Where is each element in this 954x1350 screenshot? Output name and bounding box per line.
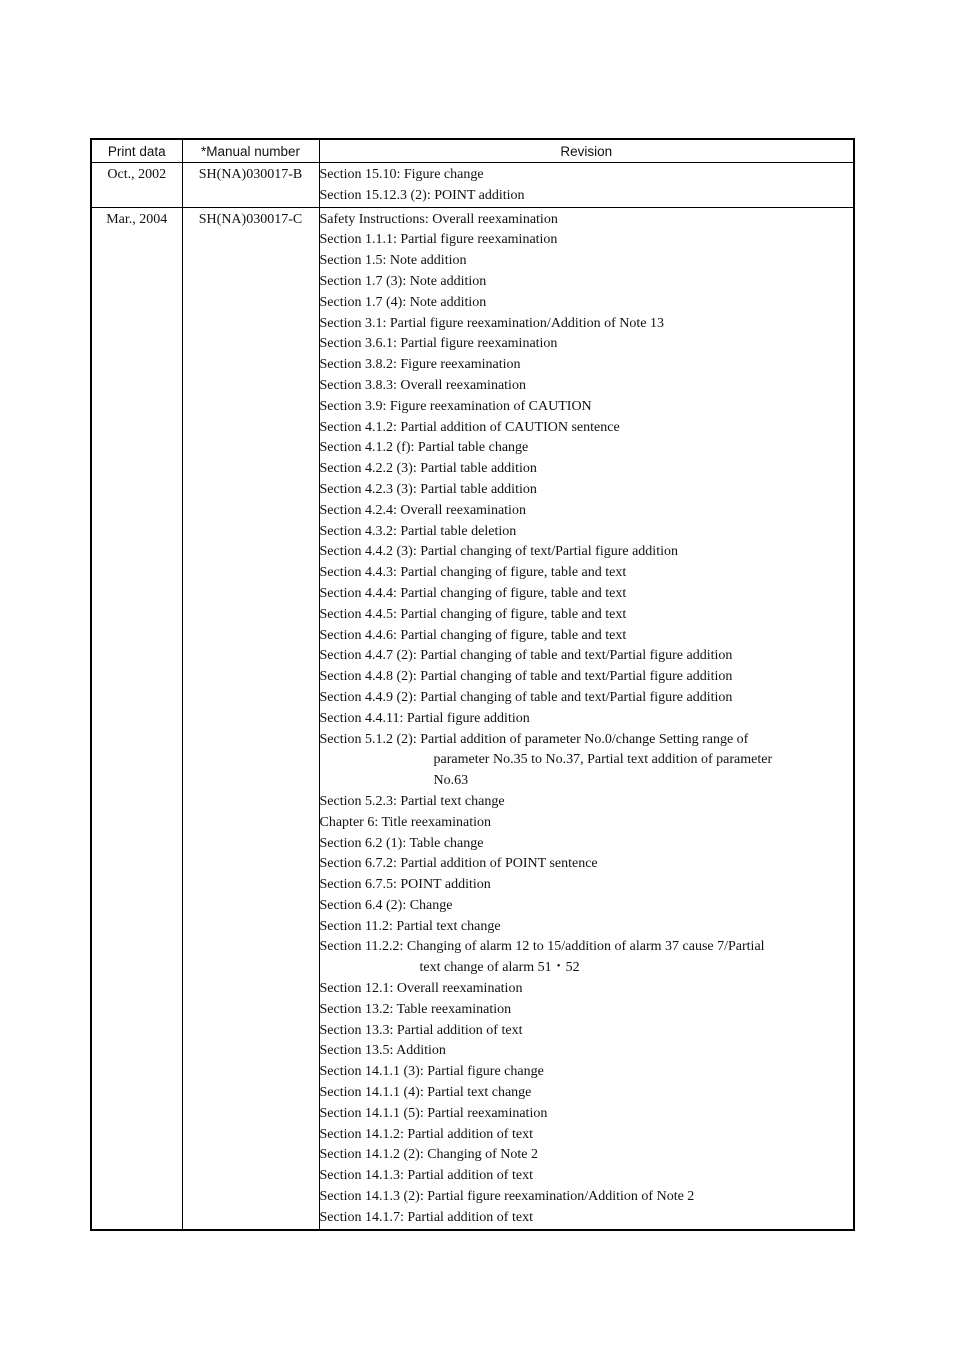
revision-line: Section 11.2.2: Changing of alarm 12 to 15/addition of alarm 37 cause 7/Partial <box>319 939 765 955</box>
revision-line: Section 15.10: Figure change <box>319 167 484 182</box>
revision-line: Section 6.4 (2): Change <box>319 897 453 913</box>
revision-line: Section 14.1.7: Partial addition of text <box>319 1209 533 1225</box>
revision-line: Safety Instructions: Overall reexamination <box>319 211 558 227</box>
revision-line-continuation: text change of alarm 51・52 <box>419 960 580 976</box>
revision-line: Section 12.1: Overall reexamination <box>319 981 523 997</box>
revision-line: Section 14.1.1 (5): Partial reexamination <box>319 1105 548 1121</box>
revision-cell <box>319 207 854 1230</box>
header-revision: Revision <box>319 139 854 163</box>
revision-line: Section 4.4.8 (2): Partial changing of table and text/Partial figure addition <box>319 669 733 685</box>
revision-line: Section 3.1: Partial figure reexamination/Addition of Note 13 <box>319 315 664 331</box>
revision-line: Chapter 6: Title reexamination <box>319 814 491 830</box>
revision-line: Section 14.1.1 (3): Partial figure change <box>319 1064 544 1080</box>
header-manual-number: *Manual number <box>182 139 319 163</box>
revision-line: Section 4.4.9 (2): Partial changing of table and text/Partial figure addition <box>319 689 733 705</box>
table-row <box>91 163 854 208</box>
revision-cell <box>319 163 854 208</box>
revision-line: Section 4.2.4: Overall reexamination <box>319 502 526 518</box>
revision-line: Section 4.3.2: Partial table deletion <box>319 523 517 539</box>
manual-number-cell: SH(NA)030017-C <box>182 207 319 1230</box>
revision-line: Section 14.1.3: Partial addition of text <box>319 1168 533 1184</box>
revision-line: Section 4.2.2 (3): Partial table addition <box>319 461 537 477</box>
revision-line: Section 1.7 (3): Note addition <box>319 273 487 289</box>
revision-line: Section 14.1.2 (2): Changing of Note 2 <box>319 1147 539 1163</box>
revision-line: Section 5.2.3: Partial text change <box>319 793 505 809</box>
print-date-cell: Oct., 2002 <box>91 163 182 208</box>
revision-line: Section 3.8.2: Figure reexamination <box>319 357 521 373</box>
revision-line: Section 6.2 (1): Table change <box>319 835 484 851</box>
revision-history-table <box>90 138 855 1231</box>
revision-line: Section 13.2: Table reexamination <box>319 1001 512 1017</box>
revision-line: Section 4.4.2 (3): Partial changing of text/Partial figure addition <box>319 544 678 560</box>
revision-line-continuation: No.63 <box>433 773 469 789</box>
header-print-data: Print data <box>91 139 182 163</box>
revision-line: Section 6.7.5: POINT addition <box>319 877 491 893</box>
revision-line-continuation: parameter No.35 to No.37, Partial text addition of parameter <box>433 752 773 768</box>
revision-line: Section 3.6.1: Partial figure reexamination <box>319 336 558 352</box>
print-date-cell: Mar., 2004 <box>91 207 182 1230</box>
revision-line: Section 4.1.2 (f): Partial table change <box>319 440 529 456</box>
revision-rows <box>91 163 854 1230</box>
revision-line: Section 14.1.2: Partial addition of text <box>319 1126 533 1142</box>
revision-line: Section 13.5: Addition <box>319 1043 446 1059</box>
revision-line: Section 4.4.5: Partial changing of figure, table and text <box>319 606 627 622</box>
revision-line: Section 1.7 (4): Note addition <box>319 294 487 310</box>
revision-line: Section 11.2: Partial text change <box>319 918 501 934</box>
revision-line: Section 3.9: Figure reexamination of CAUTION <box>319 398 592 414</box>
revision-line: Section 4.4.7 (2): Partial changing of table and text/Partial figure addition <box>319 648 733 664</box>
manual-number-cell: SH(NA)030017-B <box>182 163 319 208</box>
revision-line: Section 1.1.1: Partial figure reexamination <box>319 232 558 248</box>
revision-line: Section 4.4.6: Partial changing of figure, table and text <box>319 627 627 643</box>
revision-line: Section 4.4.4: Partial changing of figure, table and text <box>319 585 627 601</box>
revision-line: Section 4.2.3 (3): Partial table addition <box>319 481 537 497</box>
revision-line: Section 14.1.3 (2): Partial figure reexamination/Addition of Note 2 <box>319 1189 695 1205</box>
revision-line: Section 4.4.3: Partial changing of figure, table and text <box>319 565 627 581</box>
revision-line: Section 5.1.2 (2): Partial addition of parameter No.0/change Setting range of <box>319 731 749 747</box>
revision-line: Section 14.1.1 (4): Partial text change <box>319 1085 532 1101</box>
revision-line: Section 15.12.3 (2): POINT addition <box>319 187 525 203</box>
revision-line: Section 13.3: Partial addition of text <box>319 1022 523 1038</box>
table-header-row <box>91 139 854 163</box>
revision-line: Section 6.7.2: Partial addition of POINT sentence <box>319 856 598 872</box>
table-row <box>91 207 854 1230</box>
revision-line: Section 4.4.11: Partial figure addition <box>319 710 530 726</box>
revision-line: Section 3.8.3: Overall reexamination <box>319 377 526 393</box>
revision-line: Section 4.1.2: Partial addition of CAUTION sentence <box>319 419 620 435</box>
revision-line: Section 1.5: Note addition <box>319 253 467 269</box>
